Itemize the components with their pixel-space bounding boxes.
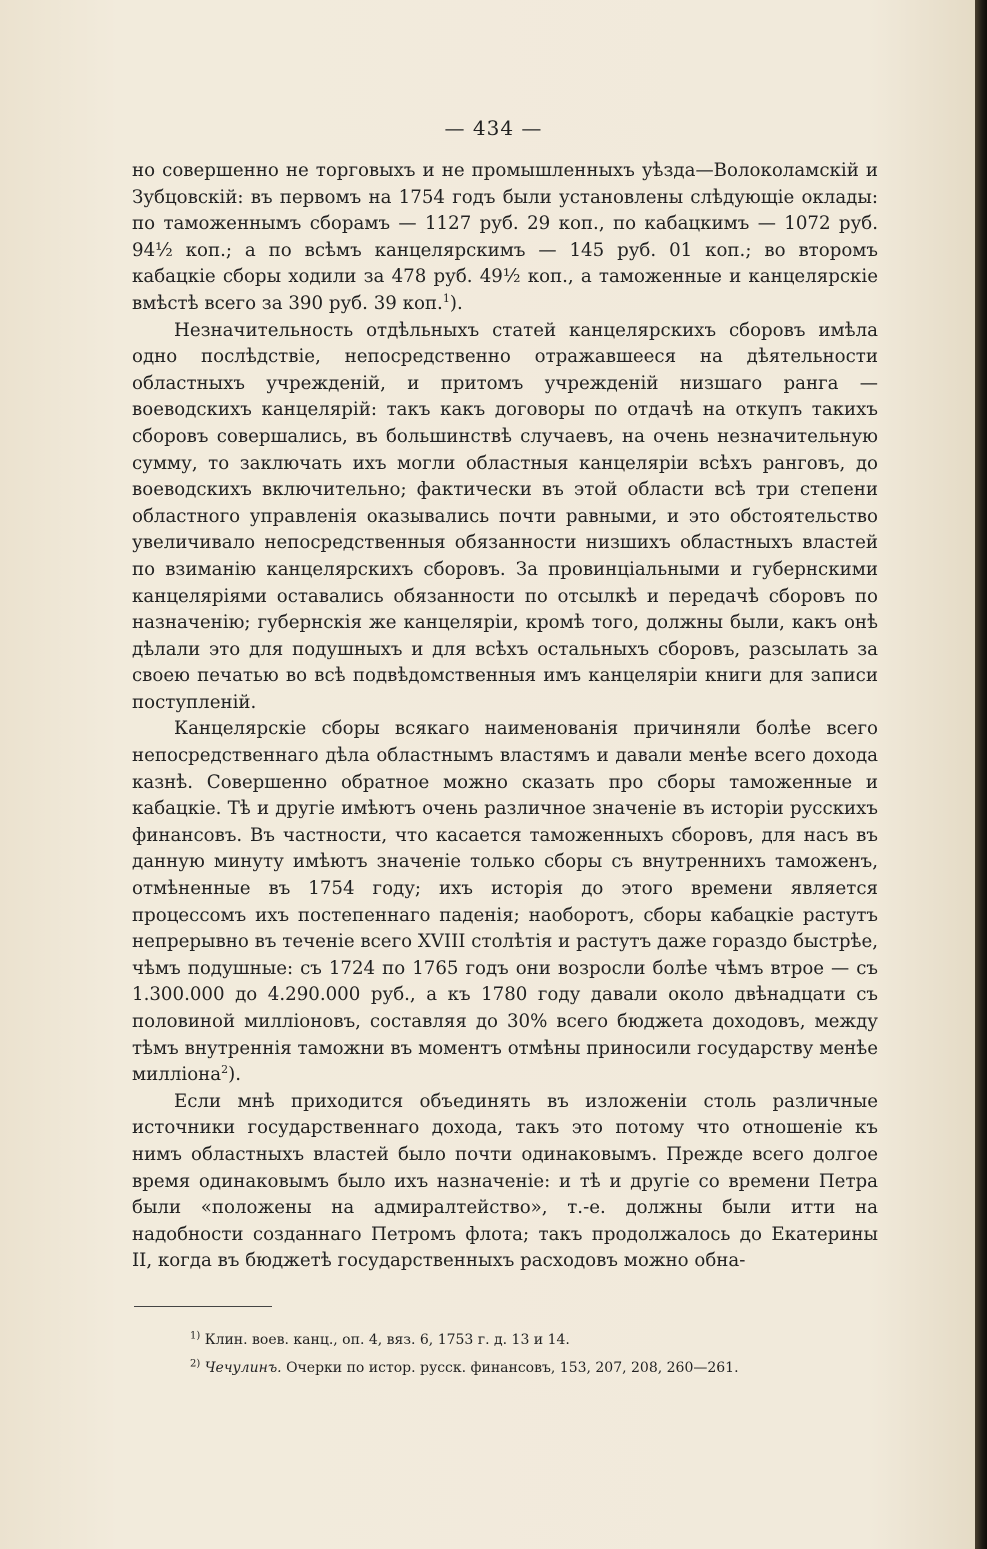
- footnote-mark: 1): [190, 1330, 201, 1342]
- footnote-text: Клин. воев. канц., оп. 4, вяз. 6, 1753 г. д. 13 и 14.: [204, 1332, 570, 1348]
- paragraph-tail: ).: [228, 1064, 241, 1086]
- paragraph-3: [132, 716, 878, 1088]
- paragraph-text: Если мнѣ приходится объединять въ изложеніи столь различные источники государственнаго дохода, такъ это потому что отношеніе къ нимъ областныхъ властей было почти одинаковымъ. Прежде всего долгое время одинаковымъ было ихъ назначеніе: и тѣ и другіе со времени Петра были «положены на адмиралтейство», т.-е. должны были итти на надобности созданнаго Петромъ флота; такъ продолжалось до Екатерины II, когда въ бюджетѣ государственныхъ расходовъ можно обна-: [132, 1090, 878, 1272]
- footnote-divider: [134, 1306, 272, 1307]
- footnotes: [190, 1326, 880, 1382]
- paragraph-text: Канцелярскіе сборы всякаго наименованія причиняли болѣе всего непосредственнаго дѣла областнымъ властямъ и давали менѣе всего дохода казнѣ. Совершенно обратное можно сказать про сборы таможенные и кабацкіе. Тѣ и другіе имѣютъ очень различное значеніе въ исторіи русскихъ финансовъ. Въ частности, что касается таможенныхъ сборовъ, для насъ въ данную минуту имѣютъ значеніе только сборы съ внутреннихъ таможенъ, отмѣненные въ 1754 году; ихъ исторія до этого времени является процессомъ ихъ постепеннаго паденія; наоборотъ, сборы кабацкіе растутъ непрерывно въ теченіе всего XVIII столѣтія и растутъ даже гораздо быстрѣе, чѣмъ подушные: съ 1724 по 1765 годъ они возросли болѣе чѣмъ втрое — съ 1.300.000 до 4.290.000 руб., а къ 1780 году давали около двѣнадцати съ половиной милліоновъ, составляя до 30% всего бюджета доходовъ, между тѣмъ внутреннія таможни въ моментъ отмѣны приносили государству менѣе милліона: [132, 718, 878, 1086]
- page-number: — 434 —: [444, 116, 543, 140]
- paragraph-text: но совершенно не торговыхъ и не промышленныхъ уѣзда—Волоколамскій и Зубцовскій: въ первомъ на 1754 годъ были установлены слѣдующіе оклады: по таможеннымъ сборамъ — 1127 руб. 29 коп., по кабацкимъ — 1072 руб. 94½ коп.; а по всѣмъ канцелярскимъ — 145 руб. 01 коп.; во второмъ кабацкіе сборы ходили за 478 руб. 49½ коп., а таможенные и канцелярскіе вмѣстѣ всего за 390 руб. 39 коп.: [132, 160, 878, 314]
- footnote-1: [190, 1326, 880, 1354]
- footnote-text: Очерки по истор. русск. финансовъ, 153, 207, 208, 260—261.: [286, 1360, 739, 1376]
- footnote-author: Чечулинъ.: [204, 1360, 282, 1376]
- paragraph-tail: ).: [449, 292, 463, 314]
- paragraph-1: [132, 158, 878, 318]
- book-spine-shadow: [975, 0, 987, 1549]
- footnote-reference[interactable]: 2: [221, 1063, 229, 1077]
- footnote-reference[interactable]: 1: [442, 291, 450, 305]
- footnote-mark: 2): [190, 1358, 201, 1370]
- body-text: [132, 158, 878, 1275]
- footnote-2: [190, 1354, 880, 1382]
- paragraph-4: [132, 1089, 878, 1275]
- paragraph-text: Незначительность отдѣльныхъ статей канцелярскихъ сборовъ имѣла одно послѣдствіе, непосредственно отражавшееся на дѣятельности областныхъ учрежденій, и притомъ учрежденій низшаго ранга — воеводскихъ канцелярій: такъ какъ договоры по отдачѣ на откупъ такихъ сборовъ совершались, въ большинствѣ случаевъ, на очень незначительную сумму, то заключать ихъ могли областныя канцеляріи всѣхъ ранговъ, до воеводскихъ включительно; фактически въ этой области всѣ три степени областного управленія оказывались почти равными, и это обстоятельство увеличивало непосредственныя обязанности низшихъ областныхъ властей по взиманію канцелярскихъ сборовъ. За провинціальными и губернскими канцеляріями оставались обязанности по отсылкѣ и передачѣ сборовъ по назначенію; губернскія же канцеляріи, кромѣ того, должны были, какъ онѣ дѣлали это для подушныхъ и для всѣхъ остальныхъ сборовъ, разсылать за своею печатью во всѣ подвѣдомственныя имъ канцеляріи книги для записи поступленій.: [132, 319, 878, 713]
- paragraph-2: [132, 318, 878, 717]
